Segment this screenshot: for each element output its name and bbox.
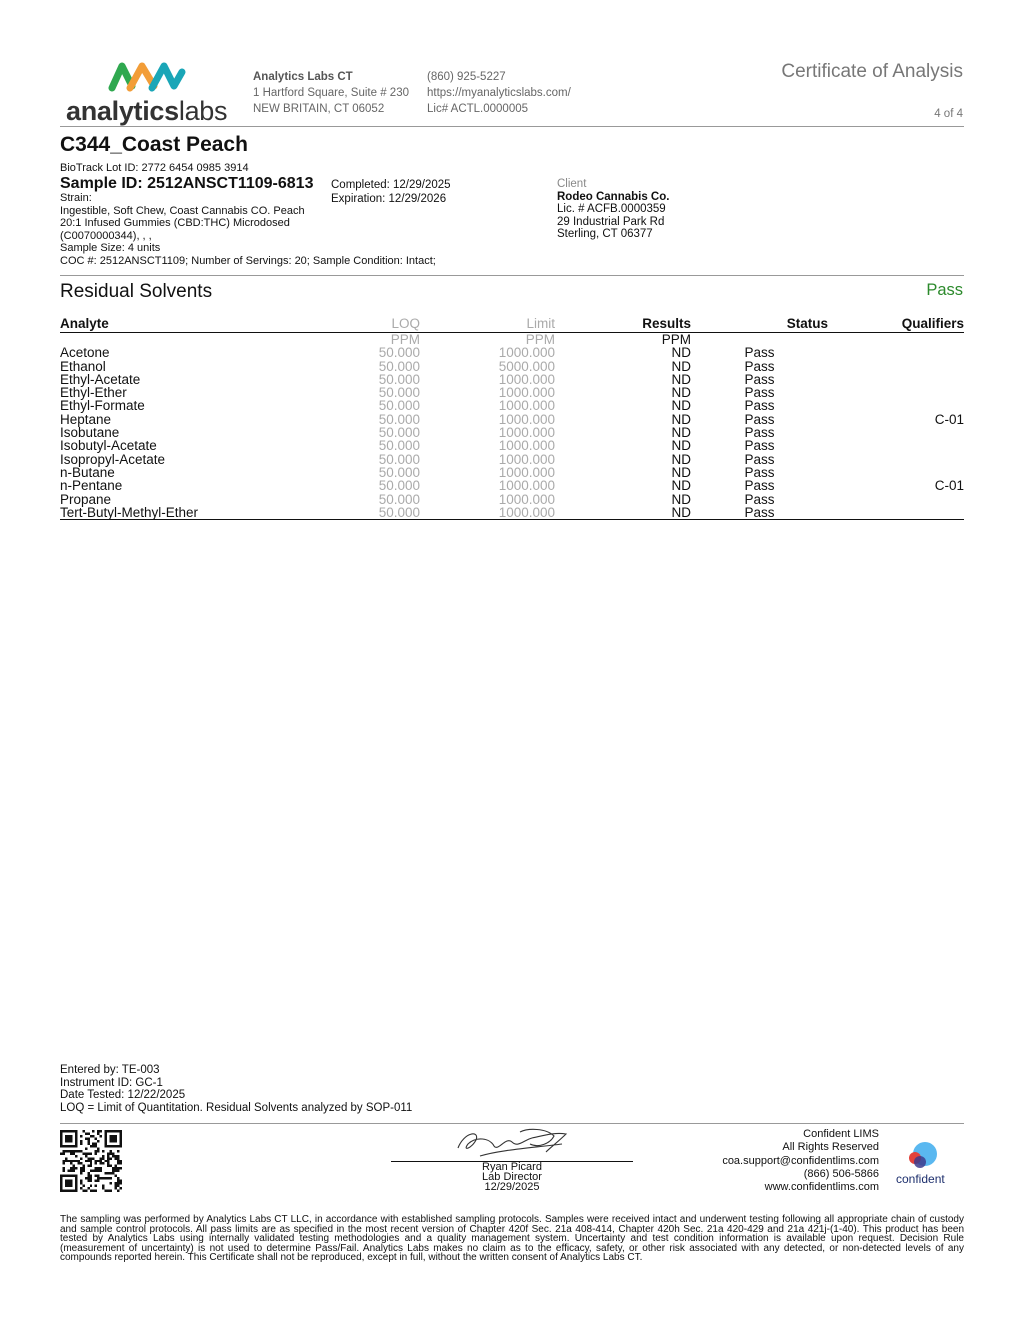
document-title: Certificate of Analysis xyxy=(781,61,963,82)
section-status-badge: Pass xyxy=(926,281,963,299)
lims-email[interactable]: coa.support@confidentlims.com xyxy=(722,1154,879,1167)
date-tested: Date Tested: 12/22/2025 xyxy=(60,1089,186,1101)
product-desc-line3: (C0070000344), , , xyxy=(60,229,152,242)
col-header-qualifiers: Qualifiers xyxy=(828,315,964,333)
lab-address-line2: NEW BRITAIN, CT 06052 xyxy=(253,103,385,115)
limit-cell: 1000.000 xyxy=(498,491,555,507)
section-divider xyxy=(60,275,964,276)
qualifier-cell xyxy=(828,466,964,479)
completed-date: Completed: 12/29/2025 xyxy=(331,179,451,191)
result-cell: ND xyxy=(671,491,691,507)
result-cell: ND xyxy=(671,451,691,467)
analyte-cell: Tert-Butyl-Methyl-Ether xyxy=(60,506,310,520)
qualifier-cell xyxy=(828,453,964,466)
qualifier-cell xyxy=(828,493,964,506)
lab-phone: (860) 925-5227 xyxy=(427,71,506,83)
client-address-line2: Sterling, CT 06377 xyxy=(557,228,653,240)
residual-solvents-table xyxy=(60,315,964,520)
signer-title: Lab Director xyxy=(482,1171,542,1183)
table-row xyxy=(60,439,964,452)
unit-cell xyxy=(691,333,828,347)
loq-cell: 50.000 xyxy=(378,464,420,480)
status-cell: Pass xyxy=(691,506,828,520)
table-row xyxy=(60,466,964,479)
status-cell: Pass xyxy=(744,398,775,414)
unit-cell xyxy=(828,333,964,347)
qr-code-icon[interactable] xyxy=(60,1130,122,1192)
loq-cell: 50.000 xyxy=(378,411,420,427)
table-row xyxy=(60,360,964,373)
status-cell: Pass xyxy=(744,358,775,374)
unit-cell: PPM xyxy=(525,332,555,347)
loq-cell: 50.000 xyxy=(378,345,420,361)
status-cell: Pass xyxy=(744,438,775,454)
limit-cell: 5000.000 xyxy=(498,358,555,374)
loq-cell: 50.000 xyxy=(378,451,420,467)
qualifier-cell: C-01 xyxy=(934,411,964,427)
loq-cell: 50.000 xyxy=(378,478,420,494)
table-row xyxy=(60,506,964,520)
lab-name: Analytics Labs CT xyxy=(253,71,353,83)
qualifier-cell xyxy=(828,426,964,439)
limit-cell: 1000.000 xyxy=(498,425,555,441)
analyte-cell: n-Butane xyxy=(60,464,115,480)
lab-address-line1: 1 Hartford Square, Suite # 230 xyxy=(253,87,409,99)
table-row xyxy=(60,453,964,466)
units-row xyxy=(60,333,964,347)
loq-cell: 50.000 xyxy=(378,371,420,387)
client-label: Client xyxy=(557,178,587,190)
analyte-cell: Ethyl-Formate xyxy=(60,398,145,414)
logo-mountains-icon xyxy=(108,58,192,94)
loq-cell: 50.000 xyxy=(378,491,420,507)
status-cell: Pass xyxy=(744,371,775,387)
product-desc-line2: 20:1 Infused Gummies (CBD:THC) Microdosed xyxy=(60,217,290,229)
status-cell: Pass xyxy=(744,411,775,427)
loq-cell: 50.000 xyxy=(378,385,420,401)
biotrack-lot-id: BioTrack Lot ID: 2772 6454 0985 3914 xyxy=(60,162,249,174)
entered-by: Entered by: TE-003 xyxy=(60,1064,160,1076)
expiration-date: Expiration: 12/29/2026 xyxy=(331,193,447,205)
analyte-cell: Ethanol xyxy=(60,358,106,374)
qualifier-cell xyxy=(828,506,964,520)
qualifier-cell xyxy=(828,373,964,386)
loq-cell: 50.000 xyxy=(310,506,420,520)
status-cell: Pass xyxy=(744,385,775,401)
product-name: C344_Coast Peach xyxy=(60,133,248,156)
limit-cell: 1000.000 xyxy=(498,345,555,361)
loq-cell: 50.000 xyxy=(378,398,420,414)
analyte-cell: Acetone xyxy=(60,345,110,361)
limit-cell: 1000.000 xyxy=(498,464,555,480)
qualifier-cell xyxy=(828,346,964,359)
client-info xyxy=(557,178,669,241)
client-address-line1: 29 Industrial Park Rd xyxy=(557,215,665,228)
limit-cell: 1000.000 xyxy=(498,438,555,454)
result-cell: ND xyxy=(671,478,691,494)
confident-logo-icon xyxy=(905,1140,945,1172)
lims-info xyxy=(722,1128,879,1194)
table-row xyxy=(60,413,964,426)
col-header-analyte: Analyte xyxy=(60,315,310,333)
lims-rights: All Rights Reserved xyxy=(782,1141,879,1154)
unit-cell xyxy=(60,333,310,347)
disclaimer: The sampling was performed by Analytics Labs CT LLC, in accordance with established sampling protocols. Samples were received intact and underwent testing following all appropriate chain of custody and sample control protocols. All pass limits are as specified in the most recent version of Chapter 420f Sec. 21a 408-414, Chapter 420h Sec. 21a 420-429 and 21a 421j-(1-40). This product has been tested by Analytics Labs using internally validated testing methodologies and a quality management system. Uncertainty and test condition information is available upon request. Decision Rule (measurement of uncertainty) is not used to determine Pass/Fail. Analytics Labs makes no claim as to the efficacy, safety, or other risk associated with any detected, or non-detected levels of any compounds reported herein. This Certificate shall not be reproduced, except in full, without the written consent of Analytics Labs CT. xyxy=(60,1214,964,1263)
sample-id: Sample ID: 2512ANSCT1109-6813 xyxy=(60,175,314,192)
result-cell: ND xyxy=(671,411,691,427)
limit-cell: 1000.000 xyxy=(498,385,555,401)
unit-cell: PPM xyxy=(390,332,420,347)
analyte-cell: Heptane xyxy=(60,411,112,427)
analyte-cell: n-Pentane xyxy=(60,478,123,494)
sample-size: Sample Size: 4 units xyxy=(60,242,161,254)
result-cell: ND xyxy=(671,398,691,414)
analyte-cell: Isobutane xyxy=(60,425,120,441)
result-cell: ND xyxy=(671,385,691,401)
table-row xyxy=(60,479,964,492)
lab-info xyxy=(253,69,409,117)
header-divider xyxy=(60,126,964,127)
signer-name: Ryan Picard xyxy=(482,1161,542,1173)
section-title: Residual Solvents xyxy=(60,281,213,302)
instrument-id: Instrument ID: GC-1 xyxy=(60,1076,163,1089)
lab-license: Lic# ACTL.0000005 xyxy=(427,103,529,115)
table-header-row xyxy=(60,315,964,333)
result-cell: ND xyxy=(671,371,691,387)
sample-dates xyxy=(331,178,451,206)
status-cell: Pass xyxy=(744,345,775,361)
test-notes xyxy=(60,1064,412,1114)
loq-cell: 50.000 xyxy=(378,438,420,454)
product-desc-line1: Ingestible, Soft Chew, Coast Cannabis CO. Peach xyxy=(60,204,305,217)
analyte-cell: Isopropyl-Acetate xyxy=(60,451,166,467)
table-row xyxy=(60,373,964,386)
analyte-cell: Ethyl-Acetate xyxy=(60,371,141,387)
table-row xyxy=(60,346,964,359)
unit-cell: PPM xyxy=(661,332,691,347)
signer-block xyxy=(391,1162,633,1192)
lims-website[interactable]: www.confidentlims.com xyxy=(764,1181,879,1194)
result-cell: ND xyxy=(671,438,691,454)
lims-phone: (866) 506-5866 xyxy=(803,1167,879,1180)
confident-logo xyxy=(893,1140,953,1188)
signature-icon xyxy=(450,1126,575,1162)
lab-contact xyxy=(427,69,571,117)
table-row xyxy=(60,386,964,399)
lims-name: Confident LIMS xyxy=(803,1128,879,1140)
loq-cell: 50.000 xyxy=(378,425,420,441)
signoff-date: 12/29/2025 xyxy=(484,1181,540,1193)
coc-info: COC #: 2512ANSCT1109; Number of Servings: 20; Sample Condition: Intact; xyxy=(60,254,436,267)
client-name: Rodeo Cannabis Co. xyxy=(557,190,670,203)
footer-divider xyxy=(60,1123,964,1124)
loq-cell: 50.000 xyxy=(378,358,420,374)
status-cell: Pass xyxy=(744,478,775,494)
status-cell: Pass xyxy=(744,451,775,467)
qualifier-cell xyxy=(828,386,964,399)
client-license: Lic. # ACFB.0000359 xyxy=(557,203,666,215)
qualifier-cell xyxy=(828,439,964,452)
confident-logo-text: confident xyxy=(896,1172,945,1186)
analyte-cell: Propane xyxy=(60,491,112,507)
limit-cell: 1000.000 xyxy=(498,411,555,427)
analyte-cell: Isobutyl-Acetate xyxy=(60,438,157,454)
limit-cell: 1000.000 xyxy=(498,451,555,467)
qualifier-cell xyxy=(828,360,964,373)
table-row xyxy=(60,426,964,439)
limit-cell: 1000.000 xyxy=(420,506,555,520)
status-cell: Pass xyxy=(744,491,775,507)
result-cell: ND xyxy=(671,358,691,374)
col-header-results: Results xyxy=(555,315,691,333)
result-cell: ND xyxy=(555,506,691,520)
analyte-cell: Ethyl-Ether xyxy=(60,385,127,401)
logo-wordmark: analyticslabs xyxy=(66,96,228,126)
page-number: 4 of 4 xyxy=(934,108,963,120)
analytics-labs-logo xyxy=(66,58,236,128)
strain-label: Strain: xyxy=(60,192,92,204)
col-header-limit: Limit xyxy=(420,315,555,333)
result-cell: ND xyxy=(671,425,691,441)
loq-note: LOQ = Limit of Quantitation. Residual Solvents analyzed by SOP-011 xyxy=(60,1101,413,1114)
qualifier-cell: C-01 xyxy=(934,478,964,494)
qualifier-cell xyxy=(828,399,964,412)
status-cell: Pass xyxy=(744,464,775,480)
col-header-loq: LOQ xyxy=(310,315,420,333)
result-cell: ND xyxy=(671,464,691,480)
limit-cell: 1000.000 xyxy=(498,478,555,494)
limit-cell: 1000.000 xyxy=(498,371,555,387)
col-header-status: Status xyxy=(691,315,828,333)
table-row xyxy=(60,399,964,412)
table-row xyxy=(60,493,964,506)
lab-website-link[interactable]: https://myanalyticslabs.com/ xyxy=(427,87,571,99)
status-cell: Pass xyxy=(744,425,775,441)
limit-cell: 1000.000 xyxy=(498,398,555,414)
result-cell: ND xyxy=(671,345,691,361)
